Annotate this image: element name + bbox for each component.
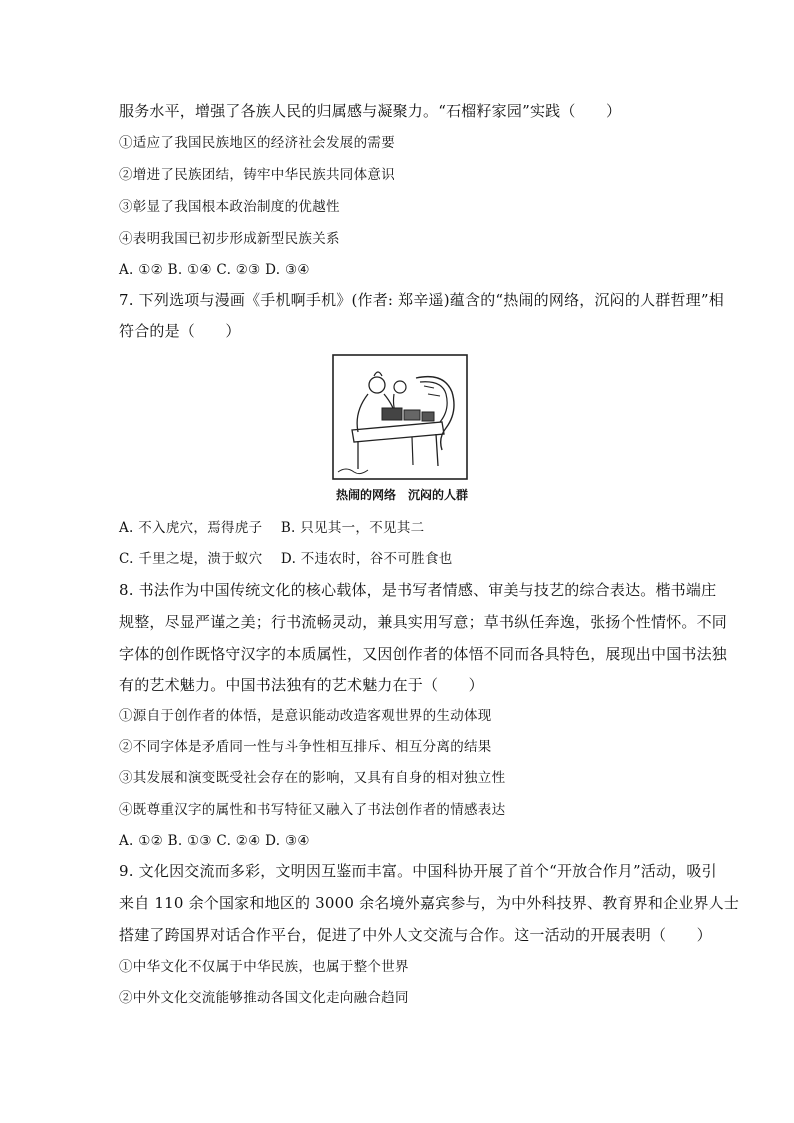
q7-choices-ab: A. 不入虎穴，焉得虎子 B. 只见其一，不见其二: [119, 520, 425, 536]
q9-statement-1: ①中华文化不仅属于中华民族，也属于整个世界: [119, 959, 409, 975]
q8-stem-line3: 字体的创作既恪守汉字的本质属性，又因创作者的体悟不同而各具特色，展现出中国书法独: [119, 645, 728, 663]
q7-stem-line1: 7. 下列选项与漫画《手机啊手机》(作者: 郑辛遥)蕴含的“热闹的网络，沉闷的人群哲理”相: [119, 291, 724, 309]
q8-statement-3: ③其发展和演变既受社会存在的影响，又具有自身的相对独立性: [119, 770, 506, 786]
q9-statement-2: ②中外文化交流能够推动各国文化走向融合趋同: [119, 990, 409, 1006]
q7-stem-line2: 符合的是（ ）: [119, 322, 241, 340]
q8-statement-4: ④既尊重汉字的属性和书写特征又融入了书法创作者的情感表达: [119, 802, 506, 818]
q8-stem-line2: 规整，尽显严谨之美；行书流畅灵动，兼具实用写意；草书纵任奔逸，张扬个性情怀。不同: [119, 613, 728, 631]
q8-choices: A. ①② B. ①③ C. ②④ D. ③④: [119, 833, 310, 849]
q6-choices: A. ①② B. ①④ C. ②③ D. ③④: [119, 262, 310, 278]
q8-stem-line1: 8. 书法作为中国传统文化的核心载体，是书写者情感、审美与技艺的综合表达。楷书端庄: [119, 581, 717, 599]
q9-stem-line1: 9. 文化因交流而多彩，文明因互鉴而丰富。中国科协开展了首个“开放合作月”活动，吸引: [119, 862, 717, 880]
q6-statement-1: ①适应了我国民族地区的经济社会发展的需要: [119, 135, 395, 151]
q8-statement-2: ②不同字体是矛盾同一性与斗争性相互排斥、相互分离的结果: [119, 739, 492, 755]
q8-statement-1: ①源自于创作者的体悟，是意识能动改造客观世界的生动体现: [119, 708, 492, 724]
cartoon-drawing: [324, 352, 474, 484]
q9-stem-line3: 搭建了跨国界对话合作平台，促进了中外人文交流与合作。这一活动的开展表明（ ）: [119, 926, 712, 944]
cartoon-caption: 热闹的网络 沉闷的人群: [335, 488, 468, 502]
q7-choices-cd: C. 千里之堤，溃于蚁穴 D. 不违农时，谷不可胜食也: [119, 551, 453, 567]
q6-statement-4: ④表明我国已初步形成新型民族关系: [119, 231, 340, 247]
q6-statement-2: ②增进了民族团结，铸牢中华民族共同体意识: [119, 167, 395, 183]
q6-statement-3: ③彰显了我国根本政治制度的优越性: [119, 199, 340, 215]
q6-stem-end: 服务水平，增强了各族人民的归属感与凝聚力。“石榴籽家园”实践（ ）: [119, 102, 622, 120]
q8-stem-line4: 有的艺术魅力。中国书法独有的艺术魅力在于（ ）: [119, 676, 484, 694]
q9-stem-line2: 来自 110 余个国家和地区的 3000 余名境外嘉宾参与，为中外科技界、教育界和企业界人士: [119, 894, 740, 912]
cartoon-image: [324, 352, 474, 484]
